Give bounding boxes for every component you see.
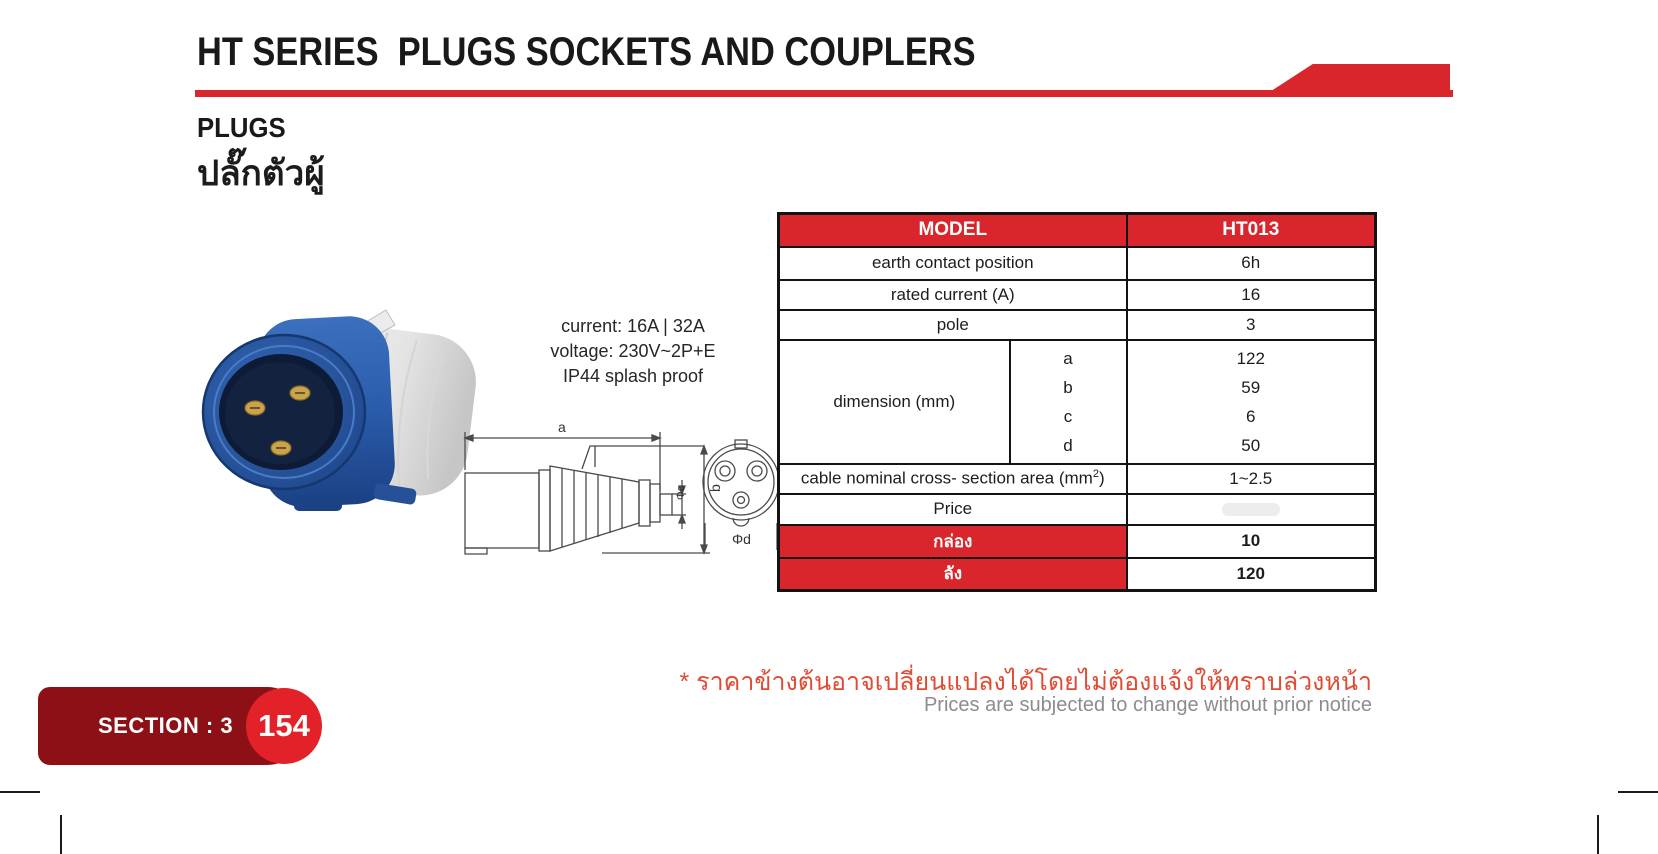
table-row-dimension (779, 340, 1376, 464)
box-value: 10 (1127, 525, 1376, 558)
crop-mark-right-horizontal (1618, 791, 1658, 793)
crop-mark-left-horizontal (0, 791, 40, 793)
table-row-pole (779, 310, 1376, 340)
table-row-earth (779, 247, 1376, 280)
disclaimer-english: Prices are subjected to change without prior notice (923, 694, 1372, 716)
price-label: Price (779, 494, 1127, 525)
section-title: PLUGS (197, 112, 286, 143)
table-row-current (779, 280, 1376, 310)
crop-mark-left-vertical (60, 815, 62, 854)
earth-label: earth contact position (779, 247, 1127, 280)
dimension-label: dimension (mm) (779, 340, 1010, 464)
cable-value: 1~2.5 (1127, 464, 1376, 494)
dimension-drawing (452, 398, 784, 564)
carton-label: ลัง (779, 558, 1127, 591)
carton-value: 120 (1127, 558, 1376, 591)
product-specs (488, 314, 778, 389)
disclaimer-thai: * ราคาข้างต้นอาจเปลี่ยนแปลงได้โดยไม่ต้องแจ้งให้ทราบล่วงหน้า (679, 668, 1372, 696)
table-row-carton (779, 558, 1376, 591)
product-photo (168, 262, 490, 534)
spec-voltage: voltage: 230V~2P+E (550, 341, 716, 361)
dim-label-a: a (558, 419, 566, 435)
dim-label-b: b (707, 484, 723, 492)
header-rule-accent (1262, 64, 1450, 97)
dimension-keys: a b c d (1010, 340, 1127, 464)
dimension-values: 122 59 6 50 (1127, 340, 1376, 464)
table-row-price (779, 494, 1376, 525)
dim-label-c: Φc (675, 485, 687, 500)
pole-label: pole (779, 310, 1127, 340)
model-value: HT013 (1127, 214, 1376, 247)
spec-current: current: 16A | 32A (561, 316, 705, 336)
page-number-badge: 154 (246, 688, 322, 764)
price-value (1127, 494, 1376, 525)
model-header: MODEL (779, 214, 1127, 247)
current-value: 16 (1127, 280, 1376, 310)
table-row-model (779, 214, 1376, 247)
crop-mark-right-vertical (1597, 815, 1599, 854)
cable-label: cable nominal cross- section area $(mm^2)$ (779, 464, 1127, 494)
price-value-redacted (1222, 503, 1280, 516)
page-title: HT SERIES PLUGS SOCKETS AND COUPLERS (197, 30, 976, 74)
spec-ip-rating: IP44 splash proof (562, 366, 704, 386)
section-badge (38, 687, 310, 765)
section-label: SECTION : 3 (98, 713, 234, 738)
dim-label-d: Φd (732, 531, 751, 547)
spec-table (777, 212, 1377, 592)
earth-value: 6h (1127, 247, 1376, 280)
box-label: กล่อง (779, 525, 1127, 558)
table-row-box (779, 525, 1376, 558)
table-row-cable (779, 464, 1376, 494)
pole-value: 3 (1127, 310, 1376, 340)
section-title-thai: ปลั๊กตัวผู้ (197, 154, 325, 193)
plug-bottom-tab (294, 495, 342, 511)
current-label: rated current (A) (779, 280, 1127, 310)
